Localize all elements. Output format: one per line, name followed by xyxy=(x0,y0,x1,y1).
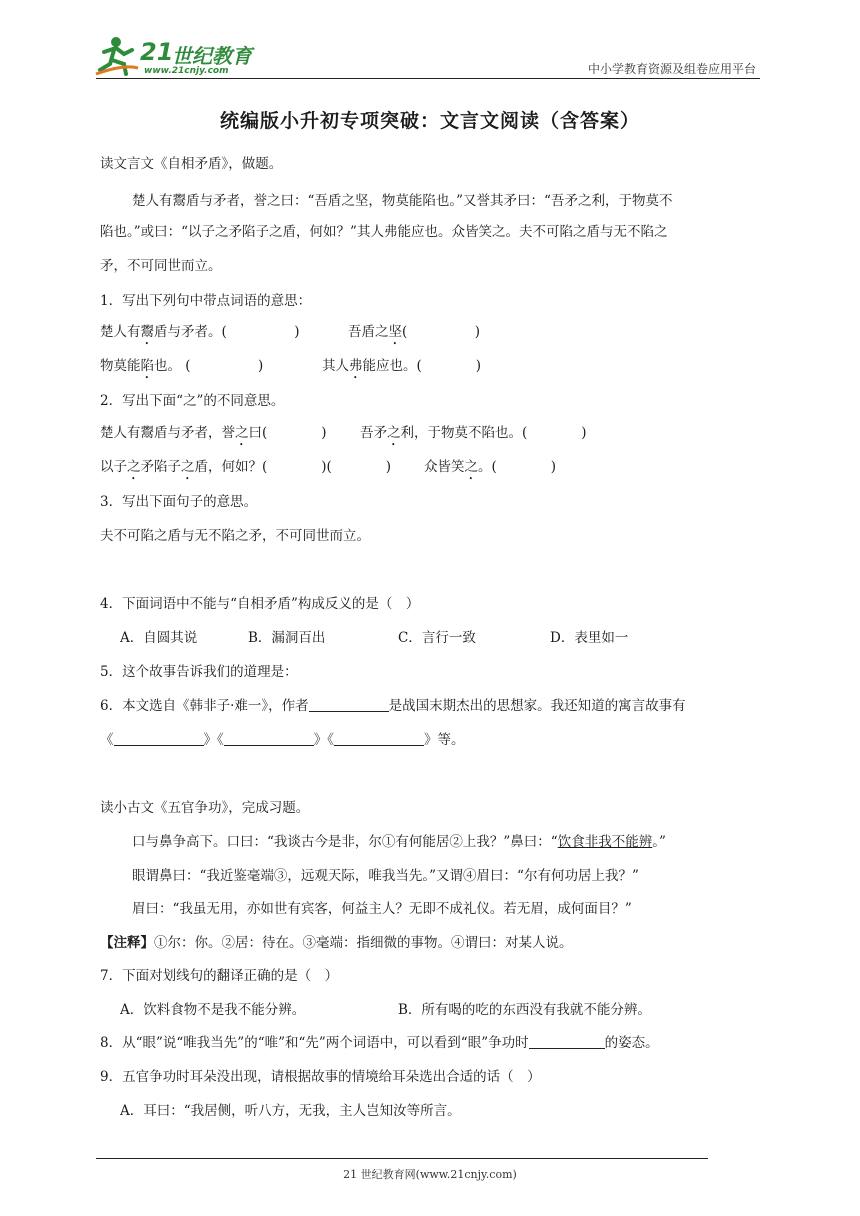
site-logo xyxy=(94,34,264,78)
page-title: 统编版小升初专项突破：文言文阅读（含答案） xyxy=(219,110,640,132)
question-6: 6．本文选自《韩非子·难一》，作者 是战国末期杰出的思想家。我还知道的寓言故事有 xyxy=(100,698,686,714)
q2-item-a: 楚人有鬻盾与矛者，誉之曰( ) xyxy=(100,425,327,441)
question-8: 8．从“眼”说“唯我当先”的“唯”和“先”两个词语中，可以看到“眼”争功时 的姿态。 xyxy=(100,1035,659,1051)
question-1: 1．写出下列句中带点词语的意思： xyxy=(100,293,312,309)
q7-option: B．所有喝的吃的东西没有我就不能分辨。 xyxy=(398,1002,651,1018)
question-5: 5．这个故事告诉我们的道理是： xyxy=(100,664,298,680)
q1-item-d: 其人弗能应也。( ) xyxy=(322,358,482,374)
q3-sentence: 夫不可陷之盾与无不陷之矛，不可同世而立。 xyxy=(100,528,370,544)
q4-option: D．表里如一 xyxy=(550,630,629,646)
q2-item-c: 以子之矛陷子之盾，何如？( )( ) xyxy=(100,459,392,475)
header-tagline: 中小学教育资源及组卷应用平台 xyxy=(587,62,756,76)
q1-item-b: 吾盾之坚( ) xyxy=(348,324,481,340)
passage-line: 陷也。”或曰：“以子之矛陷子之盾，何如？”其人弗能应也。众皆笑之。夫不可陷之盾与无不陷之 xyxy=(100,224,668,240)
question-4: 4．下面词语中不能与“自相矛盾”构成反义的是（ ） xyxy=(100,596,420,612)
header-divider xyxy=(96,78,760,79)
q4-option: A．自圆其说 xyxy=(120,630,198,646)
part1-intro: 读文言文《自相矛盾》，做题。 xyxy=(100,156,283,172)
question-7: 7．下面对划线句的翻译正确的是（ ） xyxy=(100,968,339,984)
logo-text: 世纪教育 xyxy=(172,44,252,68)
q9-option: A．耳曰：“我居侧，听八方，无我，主人岂知汝等所言。 xyxy=(120,1103,461,1119)
answer-blank[interactable] xyxy=(529,1034,605,1049)
q4-option: B．漏洞百出 xyxy=(248,630,326,646)
footer-divider xyxy=(96,1158,708,1159)
logo-number: 21 xyxy=(140,38,174,66)
passage-line: 眉曰：“我虽无用，亦如世有宾客，何益主人？无即不成礼仪。若无眉，成何面目？” xyxy=(132,901,632,917)
question-2: 2．写出下面“之”的不同意思。 xyxy=(100,393,285,409)
q1-item-c: 物莫能陷也。 ( ) xyxy=(100,358,264,374)
question-9: 9．五官争功时耳朵没出现，请根据故事的情境给耳朵选出合适的话（ ） xyxy=(100,1069,541,1085)
answer-blank[interactable] xyxy=(114,731,204,746)
answer-blank[interactable] xyxy=(224,731,314,746)
q1-item-a: 楚人有鬻盾与矛者。( ) xyxy=(100,324,300,340)
passage-line: 矛，不可同世而立。 xyxy=(100,258,222,274)
q2-item-d: 众皆笑之。( ) xyxy=(424,459,557,475)
part2-intro: 读小古文《五官争功》，完成习题。 xyxy=(100,800,310,816)
passage-line: 楚人有鬻盾与矛者，誉之曰：“吾盾之坚，物莫能陷也。”又誉其矛曰：“吾矛之利，于物莫不 xyxy=(132,193,673,209)
answer-blank[interactable] xyxy=(309,697,389,712)
annotation: 【注释】①尔：你。②居：待在。③毫端：指细微的事物。④谓曰：对某人说。 xyxy=(100,935,573,951)
q7-option: A．饮料食物不是我不能分辨。 xyxy=(120,1002,306,1018)
passage-line: 眼谓鼻曰：“我近鉴毫端③，远观天际，唯我当先。”又谓④眉曰：“尔有何功居上我？” xyxy=(132,868,639,884)
q2-item-b: 吾矛之利，于物莫不陷也。( ) xyxy=(360,425,587,441)
footer-text: 21 世纪教育网(www.21cnjy.com) xyxy=(343,1168,517,1181)
q4-option: C．言行一致 xyxy=(398,630,476,646)
underlined-sentence: 饮食非我不能辨 xyxy=(557,834,653,850)
passage-line: 口与鼻争高下。口曰：“我谈古今是非，尔①有何能居②上我？”鼻曰：“饮食非我不能辨。” xyxy=(132,834,666,850)
question-3: 3．写出下面句子的意思。 xyxy=(100,494,258,510)
answer-blank[interactable] xyxy=(334,731,424,746)
q6-stories: 《 》《 》《 》等。 xyxy=(100,732,465,748)
logo-url: www.21cnjy.com xyxy=(144,66,229,76)
